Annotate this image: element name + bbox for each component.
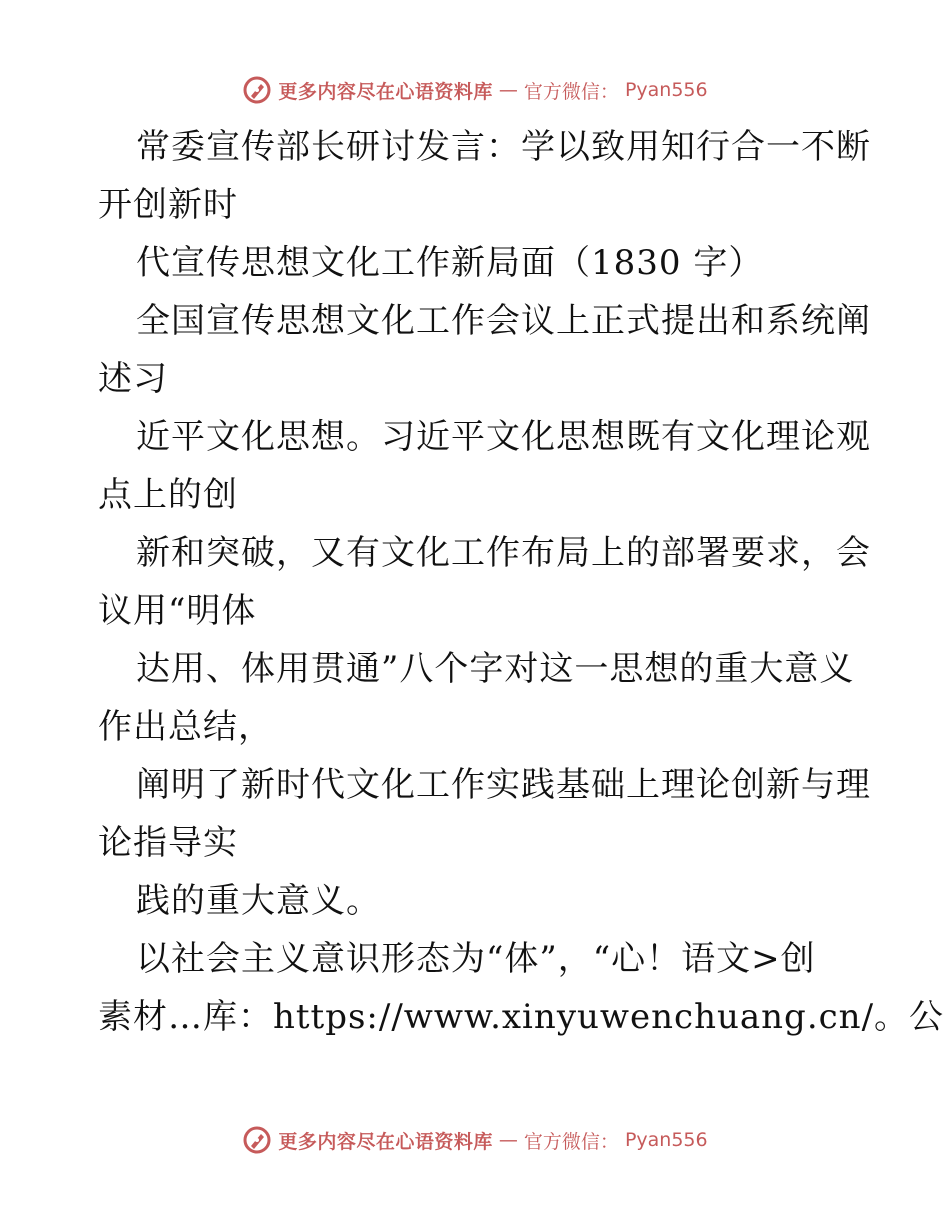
fountain-pen-logo-icon [242,75,272,105]
body-line: 常委宣传部长研讨发言：学以致用知行合一不断 [136,127,871,167]
body-line: 达用、体用贯通”八个字对这一思想的重大意义 [136,649,855,689]
body-line: 以社会主义意识形态为“体”，“心！语文>创 [136,939,816,979]
body-line: 践的重大意义。 [136,881,381,921]
fountain-pen-logo-icon [242,1125,272,1155]
body-line-with-link: 素材…库：https://www.xinyuwenchuang.cn/。公 [98,997,945,1037]
footer-separator: — [498,1129,518,1151]
document-body [98,118,945,1046]
body-line: 全国宣传思想文化工作会议上正式提出和系统阐 [136,301,871,341]
body-line: 作出总结， [98,707,273,747]
footer-wechat-label: 官方微信： [523,1130,619,1153]
body-line: 阐明了新时代文化工作实践基础上理论创新与理 [136,765,871,805]
body-line: 述习 [98,359,168,399]
header-wechat-label: 官方微信： [523,80,619,103]
header-slogan: 更多内容尽在心语资料库 [278,80,493,103]
header-separator: — [498,79,518,101]
body-line: 近平文化思想。习近平文化思想既有文化理论观 [136,417,871,457]
header-banner [0,70,950,110]
body-line: 开创新时 [98,185,238,225]
footer-wechat-id: Pyan556 [624,1129,708,1151]
footer-banner [0,1120,950,1160]
body-line: 代宣传思想文化工作新局面（1830 字） [136,243,764,283]
body-line: 新和突破，又有文化工作布局上的部署要求，会 [136,533,871,573]
body-line: 议用“明体 [98,591,257,631]
footer-slogan: 更多内容尽在心语资料库 [278,1130,493,1153]
body-line: 点上的创 [98,475,238,515]
body-line: 论指导实 [98,823,238,863]
header-wechat-id: Pyan556 [624,79,708,101]
